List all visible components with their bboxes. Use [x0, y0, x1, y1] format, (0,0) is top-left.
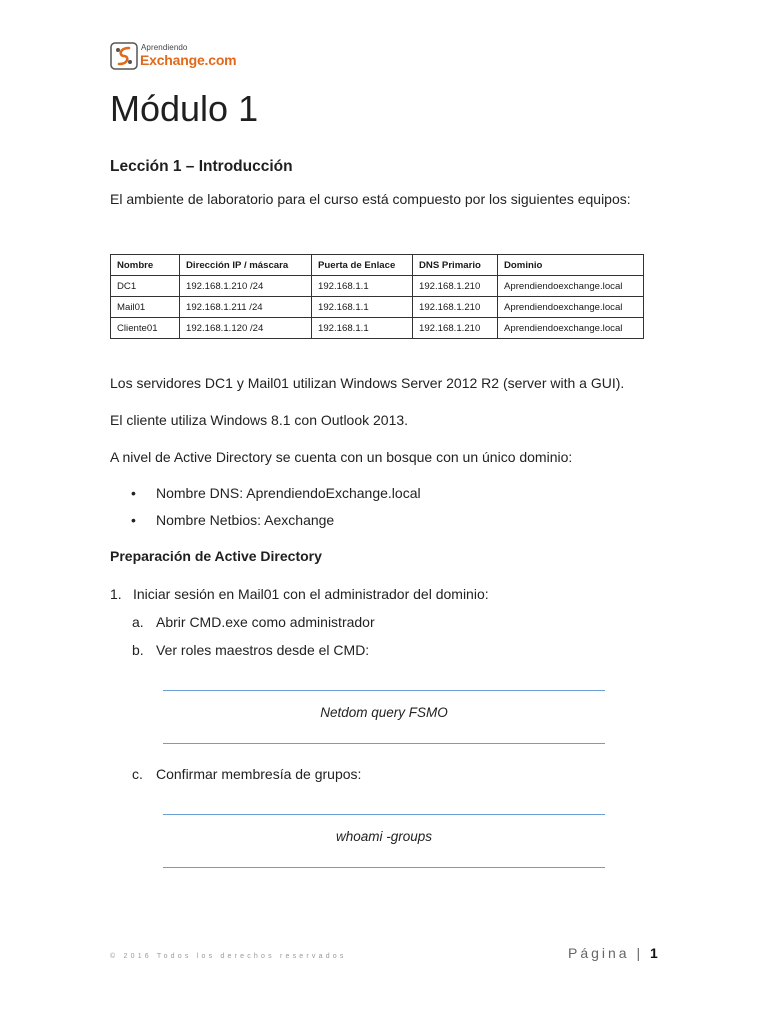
bullet-marker: • — [131, 485, 136, 501]
table-cell: Aprendiendoexchange.local — [498, 276, 644, 297]
column-header-ip: Dirección IP / máscara — [180, 255, 312, 276]
command-whoami: whoami -groups — [335, 829, 433, 844]
logo-icon — [110, 42, 138, 70]
table-cell: 192.168.1.211 /24 — [180, 297, 312, 318]
table-cell: 192.168.1.1 — [312, 297, 413, 318]
logo-small-text: Aprendiendo — [141, 43, 188, 52]
table-cell: 192.168.1.210 — [413, 276, 498, 297]
step-c-text: Confirmar membresía de grupos: — [156, 766, 362, 782]
column-header-dns: DNS Primario — [413, 255, 498, 276]
logo-brand-text: Exchange.com — [140, 52, 237, 68]
column-header-nombre: Nombre — [111, 255, 180, 276]
table-cell: 192.168.1.210 — [413, 297, 498, 318]
bullet-dns-name: Nombre DNS: AprendiendoExchange.local — [156, 485, 421, 501]
ad-paragraph: A nivel de Active Directory se cuenta con un bosque con un único dominio: — [110, 449, 573, 465]
step-a-marker: a. — [132, 614, 144, 630]
table-cell: DC1 — [111, 276, 180, 297]
command-netdom: Netdom query FSMO — [320, 705, 448, 720]
intro-paragraph: El ambiente de laboratorio para el curso está compuesto por los siguientes equipos: — [110, 191, 631, 207]
table-cell: 192.168.1.120 /24 — [180, 318, 312, 339]
page-title: Módulo 1 — [110, 88, 259, 129]
table-cell: Mail01 — [111, 297, 180, 318]
table-row — [111, 318, 644, 339]
step-a-text: Abrir CMD.exe como administrador — [156, 614, 375, 630]
table-cell: Aprendiendoexchange.local — [498, 318, 644, 339]
footer-page-indicator — [568, 945, 658, 961]
command-box-groups — [163, 814, 605, 868]
command-box-fsmo — [163, 690, 605, 744]
step-b-text: Ver roles maestros desde el CMD: — [156, 642, 370, 658]
logo — [110, 42, 250, 72]
bullet-netbios-name: Nombre Netbios: Aexchange — [156, 512, 335, 528]
table-row — [111, 297, 644, 318]
step-1-text: Iniciar sesión en Mail01 con el administrador del dominio: — [133, 586, 489, 602]
step-1-marker: 1. — [110, 586, 122, 602]
step-c-marker: c. — [132, 766, 143, 782]
client-paragraph: El cliente utiliza Windows 8.1 con Outlook 2013. — [110, 412, 409, 428]
table-cell: Aprendiendoexchange.local — [498, 297, 644, 318]
lesson-heading: Lección 1 – Introducción — [110, 158, 293, 175]
footer-page-label: Página | — [568, 945, 644, 961]
table-cell: 192.168.1.1 — [312, 318, 413, 339]
prep-heading: Preparación de Active Directory — [110, 548, 322, 564]
bullet-marker: • — [131, 512, 136, 528]
footer-copyright: © 2016 Todos los derechos reservados — [110, 953, 347, 960]
column-header-domain: Dominio — [498, 255, 644, 276]
lab-network-table — [110, 254, 644, 339]
table-header-row — [111, 255, 644, 276]
table-row — [111, 276, 644, 297]
table-cell: 192.168.1.210 — [413, 318, 498, 339]
table-cell: 192.168.1.210 /24 — [180, 276, 312, 297]
footer-page-number: 1 — [650, 945, 658, 961]
column-header-gateway: Puerta de Enlace — [312, 255, 413, 276]
table-cell: Cliente01 — [111, 318, 180, 339]
step-b-marker: b. — [132, 642, 144, 658]
servers-paragraph: Los servidores DC1 y Mail01 utilizan Windows Server 2012 R2 (server with a GUI). — [110, 375, 625, 391]
table-cell: 192.168.1.1 — [312, 276, 413, 297]
